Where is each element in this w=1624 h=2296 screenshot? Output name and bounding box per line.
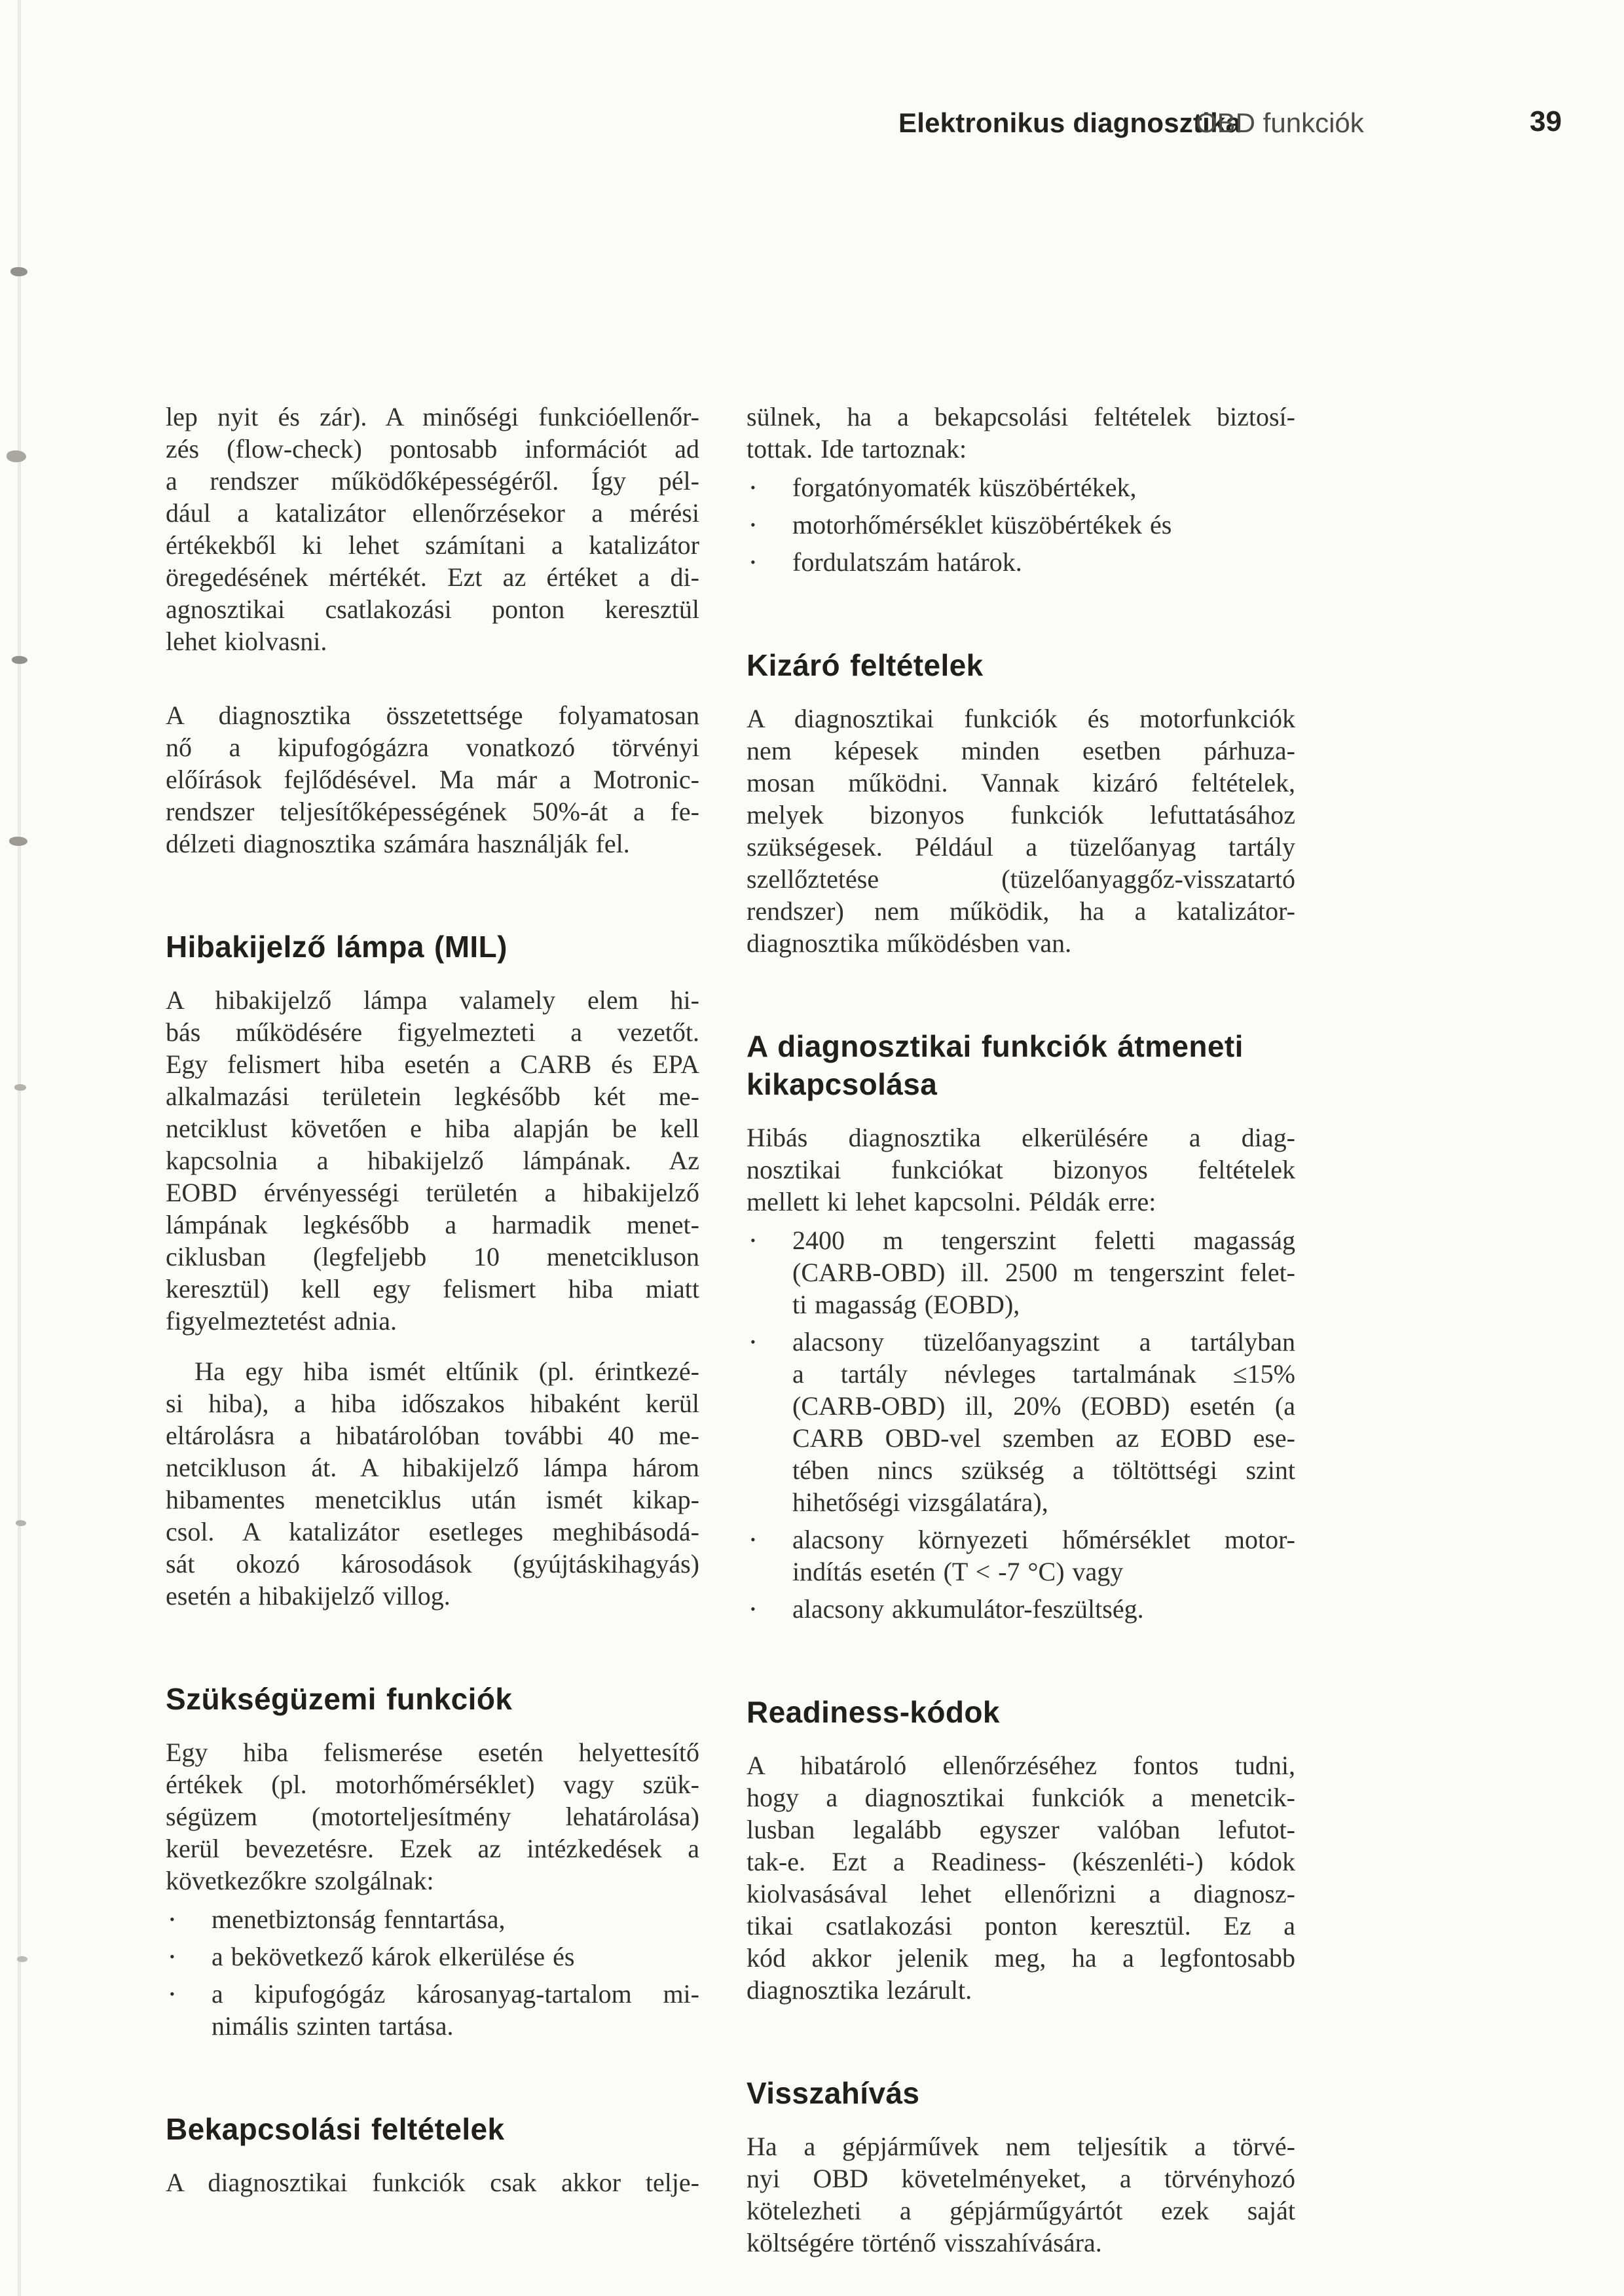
text-line: forgatónyomaték küszöbértékek, (792, 473, 1137, 502)
text-line: dául a katalizátor ellenőrzésekor a mérési (166, 498, 699, 528)
text-line: öregedésének mértékét. Ezt az értéket a di- (166, 562, 699, 592)
text-line: eltárolásra a hibatárolóban további 40 me- (166, 1421, 699, 1450)
bullet-text (212, 1941, 699, 1973)
text-line: agnosztikai csatlakozási ponton keresztül (166, 594, 699, 624)
bullet-dot-icon: • (750, 517, 756, 533)
section-heading-line: kikapcsolása (747, 1067, 938, 1101)
text-line: menetbiztonság fenntartása, (212, 1904, 506, 1934)
section-heading (166, 2110, 699, 2148)
text-line: kötelezheti a gépjárműgyártót ezek saját (747, 2196, 1295, 2225)
section-heading-line: Szükségüzemi funkciók (166, 1682, 513, 1716)
text-line: a tartály névleges tartalmának ≤15% (792, 1359, 1295, 1389)
section-heading-line: Kizáró feltételek (747, 648, 984, 682)
text-line: tében nincs szükség a töltöttségi szint (792, 1455, 1295, 1485)
text-line: Egy felismert hiba esetén a CARB és EPA (166, 1049, 699, 1079)
text-line: netciklust követően e hiba alapján be kell (166, 1114, 699, 1143)
text-line: előírások fejlődésével. Ma már a Motronic- (166, 765, 699, 794)
paragraph (166, 984, 699, 1337)
text-line: a bekövetkező károk elkerülése és (212, 1942, 575, 1971)
text-line: A diagnosztikai funkciók és motorfunkciók (747, 704, 1295, 733)
text-line: kiolvasásával lehet ellenőrizni a diagnosz- (747, 1879, 1295, 1908)
text-line: lusban legalább egyszer valóban lefutot- (747, 1815, 1295, 1844)
text-line: EOBD érvényességi területén a hibakijelző (166, 1178, 699, 1207)
text-line: sát okozó károsodások (gyújtáskihagyás) (166, 1549, 699, 1578)
page-number: 39 (1530, 105, 1562, 137)
bullet-text (792, 1326, 1295, 1518)
text-line: kerül bevezetésre. Ezek az intézkedések a (166, 1834, 699, 1863)
bullet-dot-icon: • (750, 1601, 756, 1617)
paragraph (747, 702, 1295, 959)
bullet-item (747, 509, 1295, 541)
text-line: A diagnosztikai funkciók csak akkor telje- (166, 2168, 699, 2197)
bullet-text (212, 1978, 699, 2042)
text-line: hibamentes menetciklus után ismét kikap- (166, 1485, 699, 1514)
section-heading (747, 646, 1295, 684)
bullet-dot-icon: • (170, 1948, 175, 1965)
bullet-item (747, 1593, 1295, 1625)
scan-artifact (14, 1084, 26, 1091)
text-line: tikai csatlakozási ponton keresztül. Ez a (747, 1911, 1295, 1941)
bullet-text (792, 1593, 1295, 1625)
text-line: ti magasság (EOBD), (792, 1290, 1020, 1319)
scan-artifact (16, 1520, 26, 1526)
bullet-text (792, 546, 1295, 578)
text-line: nem képesek minden esetben párhuza- (747, 736, 1295, 765)
running-head-section: Elektronikus diagnosztika (898, 107, 1242, 138)
text-line: alacsony környezeti hőmérséklet motor- (792, 1525, 1295, 1554)
text-line: keresztül) kell egy felismert hiba miatt (166, 1274, 699, 1303)
section-heading-line: Hibakijelző lámpa (MIL) (166, 930, 507, 964)
text-line: diagnosztika lezárult. (747, 1975, 972, 2005)
text-line: ségüzem (motorteljesítmény lehatárolása) (166, 1802, 699, 1831)
text-line: rendszer teljesítőképességének 50%-át a fe- (166, 797, 699, 826)
scan-artifact (9, 837, 28, 846)
paragraph (747, 401, 1295, 465)
bullet-item (747, 1224, 1295, 1321)
bullet-dot-icon: • (170, 1986, 175, 2002)
section-heading-line: Bekapcsolási feltételek (166, 2112, 505, 2146)
text-line: fordulatszám határok. (792, 547, 1022, 577)
text-line: (CARB-OBD) ill. 2500 m tengerszint felet- (792, 1258, 1295, 1287)
running-head-subsection: OBD funkciók (1196, 107, 1364, 138)
text-line: alacsony tüzelőanyagszint a tartályban (792, 1327, 1295, 1357)
text-line: nyi OBD követelményeket, a törvényhozó (747, 2164, 1295, 2193)
text-line: (CARB-OBD) ill, 20% (EOBD) esetén (a (792, 1391, 1295, 1421)
text-line: délzeti diagnosztika számára használják fel. (166, 829, 630, 858)
bullet-dot-icon: • (170, 1911, 175, 1927)
text-line: Hibás diagnosztika elkerülésére a diag- (747, 1123, 1295, 1152)
right-text-column (747, 401, 1295, 2259)
text-line: bás működésére figyelmezteti a vezetőt. (166, 1017, 699, 1047)
paragraph (747, 1749, 1295, 2006)
text-line: alacsony akkumulátor-feszültség. (792, 1594, 1144, 1624)
text-line: szellőztetése (tüzelőanyaggőz-visszatartó (747, 864, 1295, 894)
bullet-dot-icon: • (750, 554, 756, 570)
section-heading (747, 2074, 1295, 2112)
text-line: Egy hiba felismerése esetén helyettesítő (166, 1738, 699, 1767)
paragraph (166, 699, 699, 860)
text-line: A diagnosztika összetettsége folyamatosan (166, 701, 699, 730)
text-line: A hibatároló ellenőrzéséhez fontos tudni, (747, 1751, 1295, 1780)
section-heading (166, 1680, 699, 1718)
text-line: tak-e. Ezt a Readiness- (készenléti-) kódok (747, 1847, 1295, 1876)
bullet-dot-icon: • (750, 1334, 756, 1350)
text-line: sülnek, ha a bekapcsolási feltételek biztosí- (747, 402, 1295, 431)
paragraph (747, 2130, 1295, 2259)
bullet-list (747, 471, 1295, 578)
scan-artifact (7, 450, 26, 462)
bullet-text (792, 471, 1295, 503)
text-line: lehet kiolvasni. (166, 627, 327, 656)
page-edge-artifact (18, 0, 21, 2296)
text-line: értékekből ki lehet számítani a katalizátor (166, 530, 699, 560)
section-heading-line: A diagnosztikai funkciók átmeneti (747, 1029, 1244, 1063)
text-line: melyek bizonyos funkciók lefuttatásához (747, 800, 1295, 829)
bullet-dot-icon: • (750, 1531, 756, 1548)
section-heading (747, 1027, 1295, 1103)
text-line: A hibakijelző lámpa valamely elem hi- (166, 985, 699, 1015)
bullet-list (166, 1903, 699, 2042)
paragraph (166, 1355, 699, 1612)
text-line: nő a kipufogógázra vonatkozó törvényi (166, 733, 699, 762)
section-heading (166, 928, 699, 966)
text-line: hogy a diagnosztikai funkciók a menetcik- (747, 1783, 1295, 1812)
text-line: netcikluson át. A hibakijelző lámpa három (166, 1453, 699, 1482)
bullet-text (792, 1523, 1295, 1588)
bullet-item (166, 1978, 699, 2042)
text-line: nosztikai funkciókat bizonyos feltételek (747, 1155, 1295, 1184)
text-line: rendszer) nem működik, ha a katalizátor- (747, 896, 1295, 926)
bullet-item (747, 546, 1295, 578)
paragraph (166, 1736, 699, 1897)
text-line: Ha egy hiba ismét eltűnik (pl. érintkezé- (194, 1357, 699, 1386)
paragraph (166, 401, 699, 657)
bullet-item (747, 471, 1295, 503)
text-line: indítás esetén (T < -7 °C) vagy (792, 1557, 1124, 1586)
text-line: kód akkor jelenik meg, ha a legfontosabb (747, 1943, 1295, 1973)
text-line: diagnosztika működésben van. (747, 928, 1072, 958)
text-line: lep nyit és zár). A minőségi funkcióellenőr- (166, 402, 699, 431)
scan-artifact (10, 267, 28, 276)
bullet-item (166, 1941, 699, 1973)
text-line: lámpának legkésőbb a harmadik menet- (166, 1210, 699, 1239)
text-line: ciklusban (legfeljebb 10 menetcikluson (166, 1242, 699, 1271)
paragraph (747, 1121, 1295, 1218)
text-line: esetén a hibakijelző villog. (166, 1581, 451, 1611)
text-line: motorhőmérséklet küszöbértékek és (792, 510, 1172, 539)
section-heading-line: Readiness-kódok (747, 1695, 1000, 1729)
text-line: szükségesek. Például a tüzelőanyag tartály (747, 832, 1295, 862)
text-line: a rendszer működőképességéről. Így pél- (166, 466, 699, 496)
section-heading (747, 1693, 1295, 1731)
bullet-item (166, 1903, 699, 1935)
scan-artifact (17, 1956, 28, 1962)
text-line: mosan működni. Vannak kizáró feltételek, (747, 768, 1295, 797)
text-line: alkalmazási területein legkésőbb két me- (166, 1082, 699, 1111)
text-line: tottak. Ide tartoznak: (747, 434, 967, 464)
bullet-text (212, 1903, 699, 1935)
bullet-item (747, 1523, 1295, 1588)
text-line: a kipufogógáz károsanyag-tartalom mi- (212, 1979, 699, 2009)
text-line: kapcsolnia a hibakijelző lámpának. Az (166, 1146, 699, 1175)
text-line: 2400 m tengerszint feletti magasság (792, 1226, 1295, 1255)
text-line: következőkre szolgálnak: (166, 1866, 434, 1895)
text-line: Ha a gépjárművek nem teljesítik a törvé- (747, 2132, 1295, 2161)
text-line: zés (flow-check) pontosabb információt ad (166, 434, 699, 464)
bullet-text (792, 1224, 1295, 1321)
bullet-dot-icon: • (750, 1232, 756, 1248)
bullet-text (792, 509, 1295, 541)
scan-artifact (12, 656, 28, 664)
bullet-item (747, 1326, 1295, 1518)
text-line: csol. A katalizátor esetleges meghibásodá- (166, 1517, 699, 1546)
section-heading-line: Visszahívás (747, 2076, 920, 2110)
text-line: si hiba), a hiba időszakos hibaként kerül (166, 1389, 699, 1418)
paragraph (166, 2166, 699, 2198)
left-text-column (166, 401, 699, 2198)
text-line: CARB OBD-vel szemben az EOBD ese- (792, 1423, 1295, 1453)
bullet-list (747, 1224, 1295, 1625)
text-line: értékek (pl. motorhőmérséklet) vagy szük- (166, 1770, 699, 1799)
text-line: hihetőségi vizsgálatára), (792, 1487, 1048, 1517)
text-line: figyelmeztetést adnia. (166, 1306, 397, 1336)
text-line: mellett ki lehet kapcsolni. Példák erre: (747, 1187, 1156, 1216)
text-line: nimális szinten tartása. (212, 2011, 454, 2041)
text-line: költségére történő visszahívására. (747, 2228, 1102, 2257)
bullet-dot-icon: • (750, 479, 756, 496)
